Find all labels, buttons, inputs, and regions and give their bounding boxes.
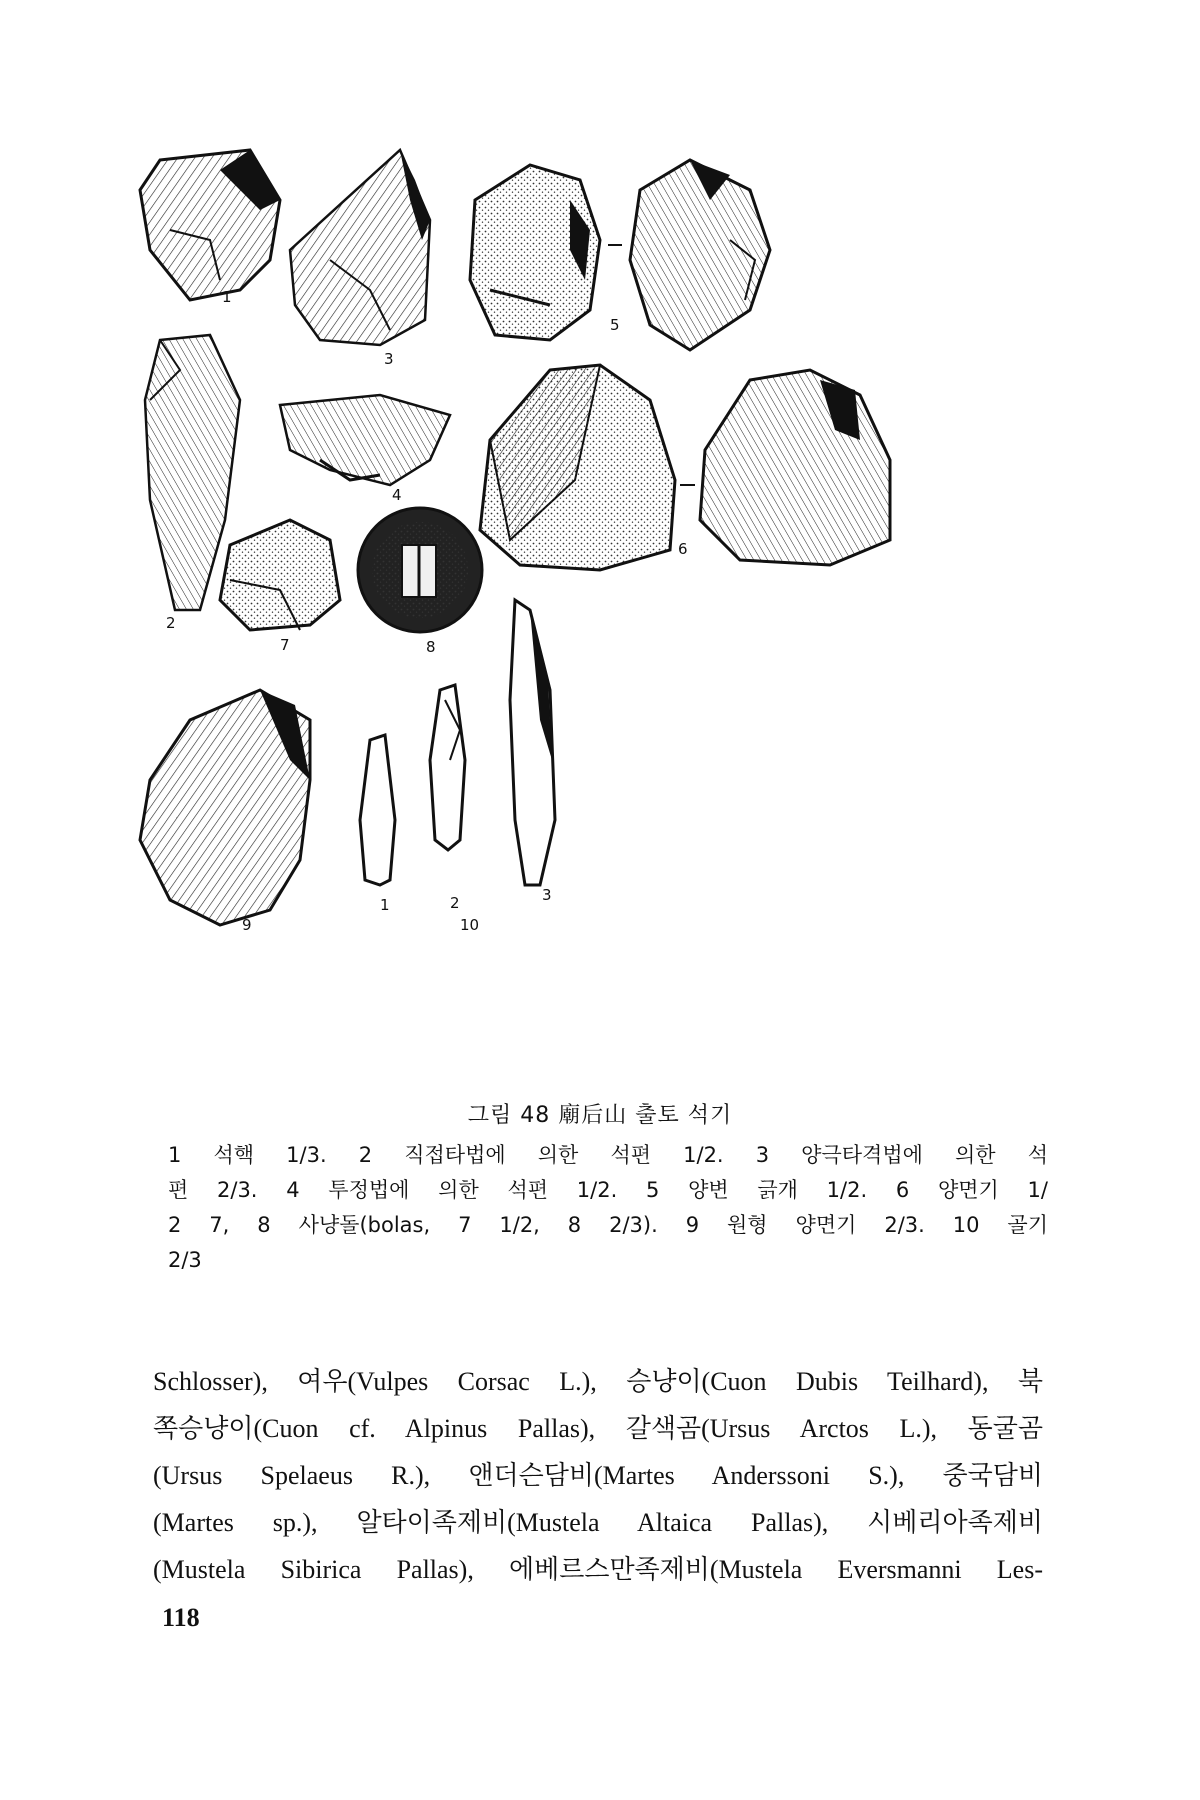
- page-number: 118: [162, 1603, 200, 1632]
- body-line: (Martes sp.), 알타이족제비(Mustela Altaica Pallas), 시베리아족제비: [153, 1508, 1043, 1537]
- figure-label-10-3: 3: [542, 886, 552, 904]
- artifact-1-core: [140, 150, 280, 300]
- figure-label-10-2: 2: [450, 894, 460, 912]
- artifact-4-flake: [280, 395, 450, 485]
- caption-line: 편 2/3. 4 투정법에 의한 석편 1/2. 5 양변 긁개 1/2. 6 양면기 1/: [168, 1178, 1048, 1202]
- body-line: (Ursus Spelaeus R.), 앤더슨담비(Martes Anderssoni S.), 중국담비: [153, 1461, 1043, 1490]
- artifact-8-bolas: [358, 508, 482, 632]
- caption-line: 2/3: [168, 1248, 202, 1272]
- body-line: (Mustela Sibirica Pallas), 에베르스만족제비(Mustela Eversmanni Les-: [153, 1555, 1043, 1584]
- body-line: Schlosser), 여우(Vulpes Corsac L.), 승냥이(Cuon Dubis Teilhard), 북: [153, 1367, 1043, 1396]
- body-line: 쪽승냥이(Cuon cf. Alpinus Pallas), 갈색곰(Ursus Arctos L.), 동굴곰: [153, 1414, 1043, 1443]
- caption-line: 1 석핵 1/3. 2 직접타법에 의한 석편 1/2. 3 양극타격법에 의한 석: [168, 1143, 1048, 1167]
- artifact-3-flake: [290, 150, 430, 345]
- figure-label-8: 8: [426, 638, 436, 656]
- body-paragraph: [153, 1358, 1043, 1593]
- figure-label-6: 6: [678, 540, 688, 558]
- artifact-9-round-biface: [140, 690, 310, 925]
- stone-tools-figure: [130, 140, 1070, 1100]
- figure-label-7: 7: [280, 636, 290, 654]
- figure-label-2: 2: [166, 614, 176, 632]
- artifact-10-bone-tools: [360, 600, 555, 885]
- caption-line: 2 7, 8 사냥돌(bolas, 7 1/2, 8 2/3). 9 원형 양면기 2/3. 10 골기: [168, 1213, 1048, 1237]
- figure-label-3: 3: [384, 350, 394, 368]
- figure-label-5: 5: [610, 316, 620, 334]
- artifact-5-side-scraper: [470, 160, 770, 350]
- figure-label-10-1: 1: [380, 896, 390, 914]
- figure-label-1: 1: [222, 288, 232, 306]
- figure-label-10: 10: [460, 916, 480, 934]
- figure-title: 그림 48 廟后山 출토 석기: [467, 1103, 733, 1128]
- artifact-7-bolas: [220, 520, 340, 630]
- figure-label-4: 4: [392, 486, 402, 504]
- figure-label-9: 9: [242, 916, 252, 934]
- figure-caption: [168, 1138, 1048, 1278]
